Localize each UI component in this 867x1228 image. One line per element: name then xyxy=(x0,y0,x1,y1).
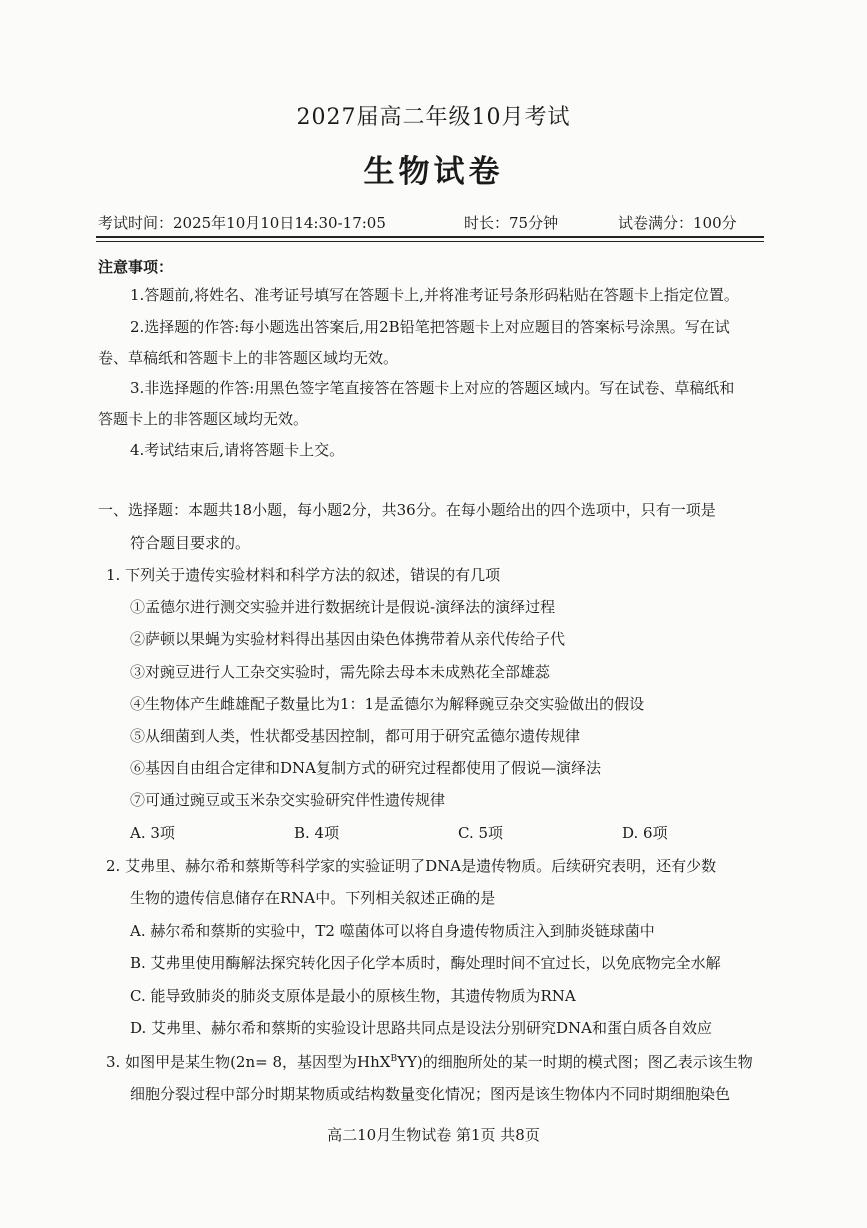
question-2-option-c: C. 能导致肺炎的肺炎支原体是最小的原核生物，其遗传物质为RNA xyxy=(130,987,576,1005)
question-1-statement: ①孟德尔进行测交实验并进行数据统计是假说-演绎法的演绎过程 xyxy=(130,598,556,616)
exam-title: 2027届高二年级10月考试 xyxy=(296,105,571,130)
question-1-option-c: C. 5项 xyxy=(458,824,504,842)
question-2-option-b: B. 艾弗里使用酶解法探究转化因子化学本质时，酶处理时间不宜过长，以免底物完全水解 xyxy=(130,954,721,972)
subject-title: 生物试卷 xyxy=(363,154,504,190)
question-3-stem xyxy=(106,1051,753,1072)
exam-duration: 时长：75分钟 xyxy=(464,214,559,232)
question-1-option-a: A. 3项 xyxy=(130,824,175,842)
notice-item-1: 1.答题前,将姓名、准考证号填写在答题卡上,并将准考证号条形码粘贴在答题卡上指定位置。 xyxy=(130,286,739,304)
question-2-option-a: A. 赫尔希和蔡斯的实验中，T2 噬菌体可以将自身遗传物质注入到肺炎链球菌中 xyxy=(130,922,655,940)
notice-item-4: 4.考试结束后,请将答题卡上交。 xyxy=(130,441,345,459)
question-1-statement: ②萨顿以果蝇为实验材料得出基因由染色体携带着从亲代传给子代 xyxy=(130,630,566,648)
section-heading: 一、选择题：本题共18小题，每小题2分，共36分。在每小题给出的四个选项中，只有一项是 xyxy=(98,501,716,519)
question-3-stem-pre: 3. 如图甲是某生物(2n= 8，基因型为HhX xyxy=(106,1053,391,1071)
question-3-stem-cont: 细胞分裂过程中部分时期某物质或结构数量变化情况；图丙是该生物体内不同时期细胞染色 xyxy=(130,1085,731,1103)
question-1-options xyxy=(130,822,690,844)
question-2-stem: 2. 艾弗里、赫尔希和蔡斯等科学家的实验证明了DNA是遗传物质。后续研究表明，还有少数 xyxy=(106,857,717,875)
notice-item-3-cont: 答题卡上的非答题区域均无效。 xyxy=(98,410,309,428)
header-rule-thick xyxy=(96,236,764,238)
header-rule-thin xyxy=(96,241,764,242)
question-1-option-b: B. 4项 xyxy=(294,824,340,842)
question-1-statement: ④生物体产生雌雄配子数量比为1：1是孟德尔为解释豌豆杂交实验做出的假设 xyxy=(130,695,645,713)
exam-time: 考试时间：2025年10月10日14:30-17:05 xyxy=(98,214,386,232)
notice-heading: 注意事项： xyxy=(98,258,174,276)
question-1-stem: 1. 下列关于遗传实验材料和科学方法的叙述，错误的有几项 xyxy=(106,566,501,584)
question-1-option-d: D. 6项 xyxy=(622,824,668,842)
question-2-option-d: D. 艾弗里、赫尔希和蔡斯的实验设计思路共同点是设法分别研究DNA和蛋白质各自效应 xyxy=(130,1019,713,1037)
question-1-statement: ③对豌豆进行人工杂交实验时，需先除去母本未成熟花全部雄蕊 xyxy=(130,663,551,681)
question-1-statement: ⑦可通过豌豆或玉米杂交实验研究伴性遗传规律 xyxy=(130,791,446,809)
question-1-statement: ⑥基因自由组合定律和DNA复制方式的研究过程都使用了假说—演绎法 xyxy=(130,759,601,777)
notice-item-2-cont: 卷、草稿纸和答题卡上的非答题区域均无效。 xyxy=(98,349,399,367)
question-3-stem-mid: Y xyxy=(397,1053,407,1071)
superscript: B xyxy=(390,1054,398,1064)
exam-info-bar xyxy=(98,212,762,238)
page-footer: 高二10月生物试卷 第1页 共8页 xyxy=(327,1126,540,1144)
question-2-stem-cont: 生物的遗传信息储存在RNA中。下列相关叙述正确的是 xyxy=(130,889,496,907)
notice-item-2: 2.选择题的作答:每小题选出答案后,用2B铅笔把答题卡上对应题目的答案标号涂黑。写在试 xyxy=(130,318,730,336)
question-1-statement: ⑤从细菌到人类，性状都受基因控制，都可用于研究孟德尔遗传规律 xyxy=(130,727,581,745)
question-3-stem-post: Y)的细胞所处的某一时期的模式图；图乙表示该生物 xyxy=(406,1053,753,1071)
full-score: 试卷满分：100分 xyxy=(618,214,737,232)
section-heading-cont: 符合题目要求的。 xyxy=(130,534,251,552)
notice-item-3: 3.非选择题的作答:用黑色签字笔直接答在答题卡上对应的答题区域内。写在试卷、草稿纸和 xyxy=(130,379,735,397)
